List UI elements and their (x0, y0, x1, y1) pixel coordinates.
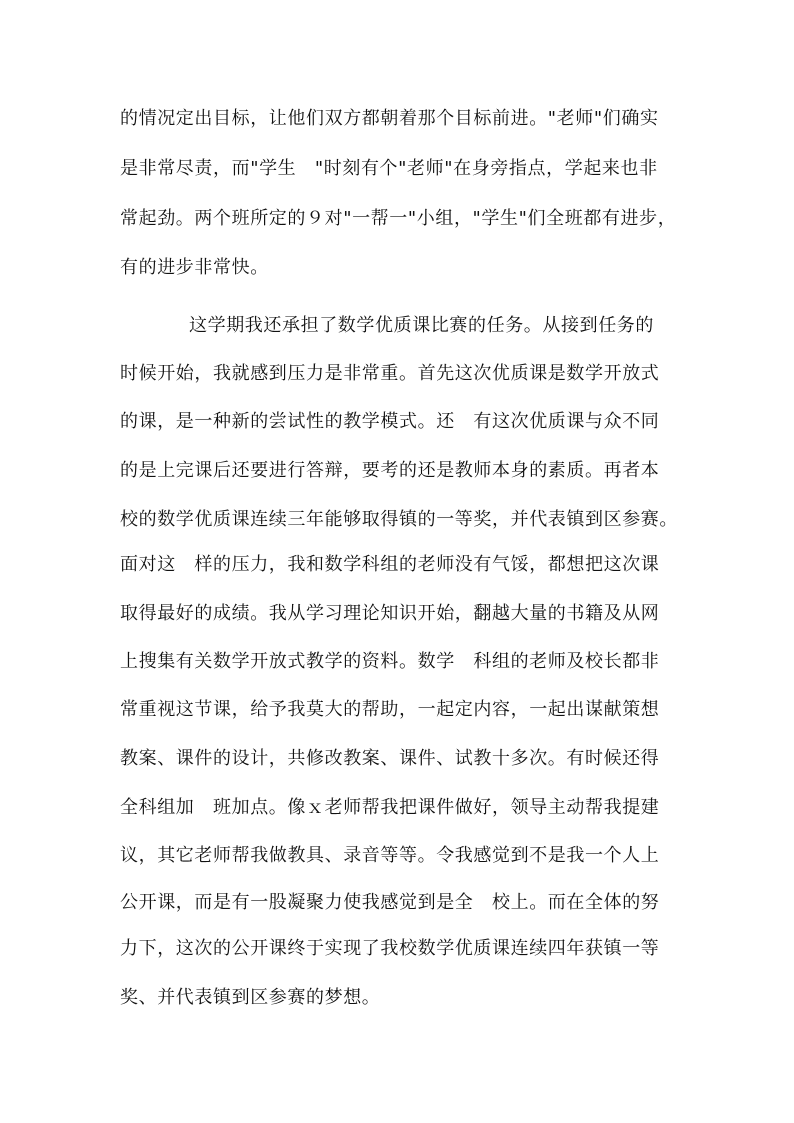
paragraph-2-line-7: 取得最好的成绩。我从学习理论知识开始，翻越大量的书籍及从网 (120, 603, 660, 624)
paragraph-2-line-5: 校的数学优质课连续三年能够取得镇的一等奖，并代表镇到区参赛。 (120, 509, 678, 530)
paragraph-1-line-2: 是非常尽责，而"学生 "时刻有个"老师"在身旁指点，学起来也非 (120, 158, 658, 179)
paragraph-2-line-15: 奖、并代表镇到区参赛的梦想。 (120, 987, 381, 1008)
paragraph-2-line-1: 这学期我还承担了数学优质课比赛的任务。从接到任务的 (189, 315, 654, 336)
paragraph-2-line-4: 的是上完课后还要进行答辩，要考的还是教师本身的素质。再者本 (120, 460, 660, 481)
paragraph-2-line-14: 力下，这次的公开课终于实现了我校数学优质课连续四年获镇一等 (120, 938, 660, 959)
paragraph-2-line-11: 全科组加 班加点。像ｘ老师帮我把课件做好，领导主动帮我提建 (120, 797, 660, 818)
paragraph-1-line-3: 常起劲。两个班所定的９对"一帮一"小组，"学生"们全班都有进步， (120, 208, 677, 229)
paragraph-2-line-10: 教案、课件的设计，共修改教案、课件、试教十多次。有时候还得 (120, 748, 660, 769)
paragraph-2-line-9: 常重视这节课，给予我莫大的帮助，一起定内容，一起出谋献策想 (120, 699, 660, 720)
paragraph-1-line-1: 的情况定出目标，让他们双方都朝着那个目标前进。"老师"们确实 (120, 108, 659, 129)
paragraph-2-line-12: 议，其它老师帮我做教具、录音等等。令我感觉到不是我一个人上 (120, 845, 660, 866)
paragraph-2-line-6: 面对这 样的压力，我和数学科组的老师没有气馁，都想把这次课 (120, 554, 660, 575)
paragraph-1-line-4: 有的进步非常快。 (120, 257, 269, 278)
paragraph-2-line-3: 的课，是一种新的尝试性的教学模式。还 有这次优质课与众不同 (120, 411, 660, 432)
paragraph-2-line-2: 时候开始，我就感到压力是非常重。首先这次优质课是数学开放式 (120, 363, 660, 384)
paragraph-2-line-8: 上搜集有关数学开放式教学的资料。数学 科组的老师及校长都非 (120, 651, 660, 672)
paragraph-2-line-13: 公开课，而是有一股凝聚力使我感觉到是全 校上。而在全体的努 (120, 892, 660, 913)
